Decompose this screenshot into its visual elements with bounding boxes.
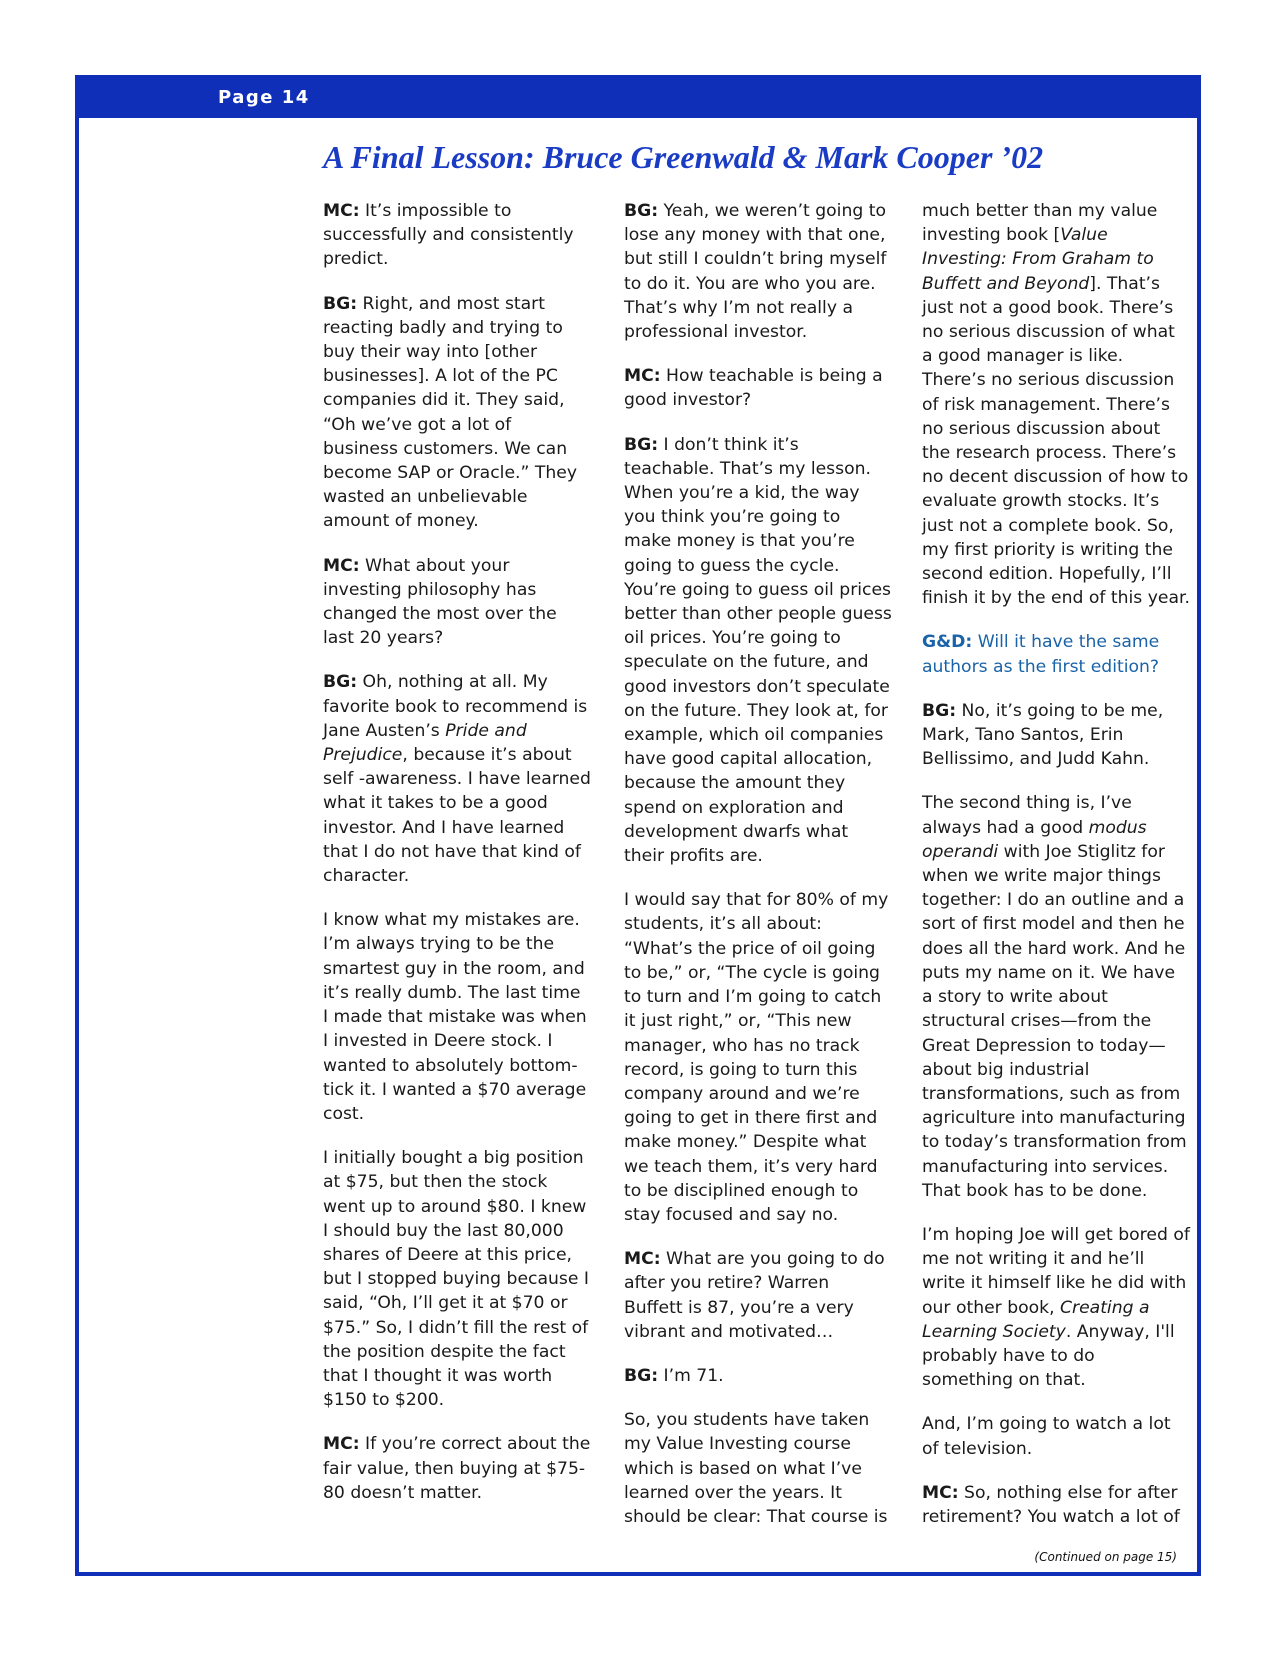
book-title: Pride and Prejudice <box>323 720 527 766</box>
paragraph-text: . Anyway, I'll probably have to do something on that. <box>922 1321 1175 1391</box>
speaker-label: MC: <box>922 1482 959 1503</box>
continued-note: (Continued on page 15) <box>1034 1550 1177 1564</box>
speaker-label: MC: <box>323 201 360 221</box>
paragraph-text: It’s impossible to successfully and consistently predict. <box>323 201 574 270</box>
interview-paragraph <box>323 670 591 888</box>
interview-paragraph <box>922 1481 1190 1529</box>
speaker-label: MC: <box>323 1434 360 1455</box>
interview-paragraph <box>922 199 1190 610</box>
speaker-label: MC: <box>323 555 360 576</box>
interview-paragraph <box>323 1146 591 1412</box>
paragraph-text: And, I’m going to watch a lot of television. <box>922 1414 1171 1459</box>
speaker-label: BG: <box>323 672 358 693</box>
interview-paragraph <box>323 199 591 272</box>
interview-paragraph <box>323 554 591 651</box>
paragraph-text: much better than my value investing book [ <box>922 201 1158 246</box>
interview-paragraph <box>922 699 1190 772</box>
page-header-bar <box>79 79 1197 118</box>
text-column-3 <box>922 199 1190 1549</box>
interview-paragraph <box>922 630 1190 678</box>
paragraph-text: ]. That’s just not a good book. There’s no serious discussion of what a good manager is like. There’s no serious discussion of risk management. There’s no serious discussion about the research process. There’s no decent discussion of how to evaluate growth stocks. It’s just not a complete book. So, my first priority is writing the second edition. Hopefully, I’ll finish it by the end of this year. <box>922 273 1190 609</box>
paragraph-text: Oh, nothing at all. My favorite book to recommend is Jane Austen’s <box>323 672 588 741</box>
speaker-label: BG: <box>624 201 659 221</box>
paragraph-text: What about your investing philosophy has changed the most over the last 20 years? <box>323 555 557 649</box>
paragraph-text: The second thing is, I’ve always had a good <box>922 793 1132 838</box>
paragraph-text: I know what my mistakes are. I’m always trying to be the smartest guy in the room, and it’s really dumb. The last time I made that mistake was when I invested in Deere stock. I wanted to absolutely bottom-tick it. I wanted a $70 average cost. <box>323 910 587 1124</box>
speaker-label: BG: <box>323 293 358 314</box>
text-column-2 <box>624 199 892 1549</box>
speaker-label: BG: <box>624 434 659 455</box>
interview-paragraph <box>624 1247 892 1344</box>
paragraph-text: If you’re correct about the fair value, then buying at $75-80 doesn’t matter. <box>323 1434 591 1503</box>
interview-paragraph <box>624 364 892 412</box>
paragraph-text: , because it’s about self -awareness. I have learned what it takes to be a good investor. And I have learned that I do not have that kind of character. <box>323 745 591 887</box>
book-title: Creating a Learning Society <box>922 1297 1150 1342</box>
interview-paragraph <box>624 199 892 344</box>
interview-paragraph <box>922 791 1190 1202</box>
interview-paragraph <box>624 1364 892 1388</box>
paragraph-text: I’m 71. <box>658 1365 724 1386</box>
interview-paragraph <box>323 1432 591 1505</box>
interview-paragraph <box>323 292 591 534</box>
paragraph-text: Will it have the same authors as the first edition? <box>922 632 1160 677</box>
book-title: modus operandi <box>922 817 1147 862</box>
paragraph-text: I don’t think it’s teachable. That’s my lesson. When you’re a kid, the way you think you’re going to make money is that you’re going to guess the cycle. You’re going to guess oil prices better than other people guess oil prices. You’re going to speculate on the future, and good investors don’t speculate on the future. They look at, for example, which oil companies have good capital allocation, because the amount they spend on exploration and development dwarfs what their profits are. <box>624 434 892 867</box>
interview-paragraph <box>922 1412 1190 1460</box>
interview-paragraph <box>922 1223 1190 1392</box>
interview-paragraph <box>624 433 892 869</box>
paragraph-text: I’m hoping Joe will get bored of me not writing it and he’ll write it himself like he did with our other book, <box>922 1224 1190 1318</box>
text-column-1 <box>323 199 591 1525</box>
book-title: Value Investing: From Graham to Buffett and Beyond <box>922 225 1154 294</box>
interview-paragraph <box>624 1408 892 1529</box>
paragraph-text: Right, and most start reacting badly and trying to buy their way into [other businesses]. A lot of the PC companies did it. They said, “Oh we’ve got a lot of business customers. We can become SAP or Oracle.” They wasted an unbelievable amount of money. <box>323 293 577 532</box>
paragraph-text: with Joe Stiglitz for when we write major things together: I do an outline and a sort of first model and then he does all the hard work. And he puts my name on it. We have a story to write about structural crises—from the Great Depression to today—about big industrial transformations, such as from agriculture into manufacturing to today’s transformation from manufacturing into services. That book has to be done. <box>922 841 1187 1201</box>
paragraph-text: No, it’s going to be me, Mark, Tano Santos, Erin Bellissimo, and Judd Kahn. <box>922 700 1164 770</box>
page-number: Page 14 <box>218 87 310 108</box>
paragraph-text: I initially bought a big position at $75, but then the stock went up to around $80. I knew I should buy the last 80,000 shares of Deere at this price, but I stopped buying because I said, “Oh, I’ll get it at $70 or $75.” So, I didn’t fill the rest of the position despite the fact that I thought it was worth $150 to $200. <box>323 1148 589 1411</box>
interview-paragraph <box>323 908 591 1126</box>
page-frame <box>75 75 1201 1576</box>
paragraph-text: What are you going to do after you retire? Warren Buffett is 87, you’re a very vibrant and motivated… <box>624 1249 885 1342</box>
paragraph-text: I would say that for 80% of my students, it’s all about: “What’s the price of oil going to be,” or, “The cycle is going to turn and I’m going to catch it just right,” or, “This new manager, who has no track record, is going to turn this company around and we’re going to get in there first and make money.” Despite what we teach them, it’s very hard to be disciplined enough to stay focused and say no. <box>624 890 889 1225</box>
interview-paragraph <box>624 888 892 1227</box>
speaker-label: BG: <box>922 700 957 721</box>
paragraph-text: So, nothing else for after retirement? You watch a lot of <box>922 1482 1180 1527</box>
paragraph-text: So, you students have taken my Value Investing course which is based on what I’ve learned over the years. It should be clear: That course is <box>624 1410 888 1527</box>
speaker-label: MC: <box>624 366 661 387</box>
speaker-label: BG: <box>624 1365 659 1386</box>
speaker-label: G&D: <box>922 632 973 653</box>
article-title: A Final Lesson: Bruce Greenwald & Mark Cooper ’02 <box>323 139 1044 175</box>
speaker-label: MC: <box>624 1249 661 1270</box>
paragraph-text: Yeah, we weren’t going to lose any money with that one, but still I couldn’t bring myself to do it. You are who you are. That’s why I’m not really a professional investor. <box>624 201 887 343</box>
paragraph-text: How teachable is being a good investor? <box>624 366 883 411</box>
